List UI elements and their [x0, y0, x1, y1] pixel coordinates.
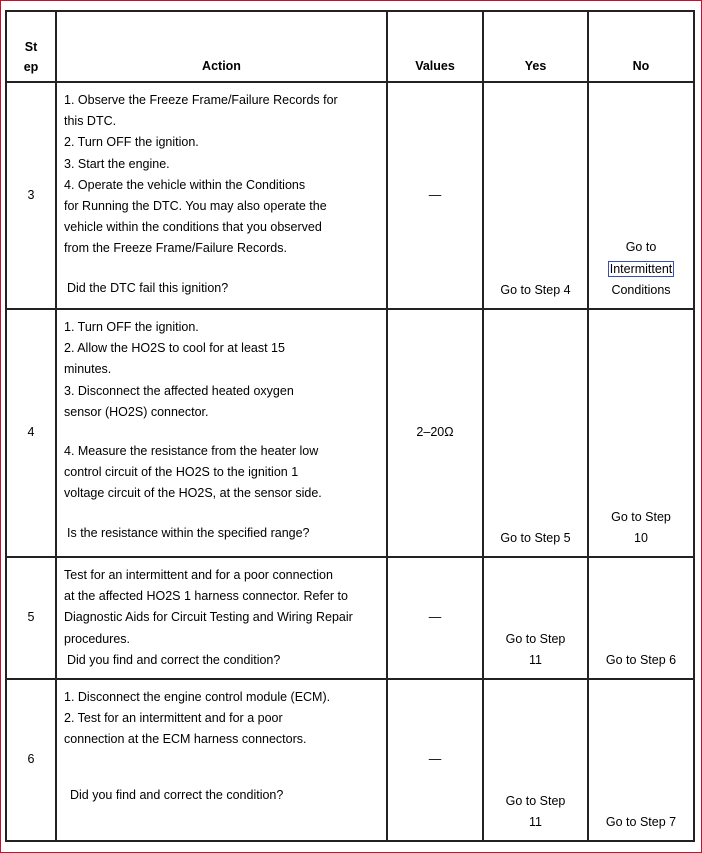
- value-cell: —: [387, 679, 483, 841]
- header-action: Action: [56, 11, 387, 82]
- header-row: [6, 11, 694, 82]
- question-text: Did you find and correct the condition?: [67, 652, 281, 667]
- table-row: [6, 557, 694, 679]
- no-cell: Go to Step 10: [588, 309, 694, 557]
- diagnostic-table: [5, 10, 695, 842]
- header-yes: Yes: [483, 11, 588, 82]
- action-cell: 1. Disconnect the engine control module (ECM). 2. Test for an intermittent and for a poor connection at the ECM harness connectors. Did you find and correct the condition?: [56, 679, 387, 841]
- action-cell: 1. Turn OFF the ignition. 2. Allow the HO2S to cool for at least 15 minutes. 3. Disconnect the affected heated oxygen sensor (HO2S) connector. 4. Measure the resistance from the heater low control circuit of the HO2S to the ignition 1 voltage circuit of the HO2S, at the sensor side. Is the resistance within the specified range?: [56, 309, 387, 557]
- yes-cell: Go to Step 5: [483, 309, 588, 557]
- no-cell: Go to Intermittent Conditions: [588, 82, 694, 309]
- value-cell: 2–20Ω: [387, 309, 483, 557]
- action-cell: 1. Observe the Freeze Frame/Failure Records for this DTC. 2. Turn OFF the ignition. 3. Start the engine. 4. Operate the vehicle within the Conditions for Running the DTC. You may also operate the vehicle within the conditions that you observed from the Freeze Frame/Failure Records. Did the DTC fail this ignition?: [56, 82, 387, 309]
- table-row: [6, 309, 694, 557]
- action-cell: Test for an intermittent and for a poor connection at the affected HO2S 1 harness connector. Refer to Diagnostic Aids for Circuit Testing and Wiring Repair procedures. Did you find and correct the condition?: [56, 557, 387, 679]
- question-text: Did you find and correct the condition?: [70, 787, 284, 802]
- no-cell: Go to Step 6: [588, 557, 694, 679]
- header-no: No: [588, 11, 694, 82]
- yes-cell: Go to Step 11: [483, 557, 588, 679]
- step-number: 6: [6, 679, 56, 841]
- step-number: 4: [6, 309, 56, 557]
- step-number: 5: [6, 557, 56, 679]
- value-cell: —: [387, 82, 483, 309]
- step-number: 3: [6, 82, 56, 309]
- table-row: [6, 679, 694, 841]
- question-text: Did the DTC fail this ignition?: [67, 280, 229, 295]
- table-row: [6, 82, 694, 309]
- value-cell: —: [387, 557, 483, 679]
- yes-cell: Go to Step 11: [483, 679, 588, 841]
- intermittent-conditions-link[interactable]: Intermittent: [609, 261, 673, 276]
- header-values: Values: [387, 11, 483, 82]
- yes-cell: Go to Step 4: [483, 82, 588, 309]
- no-cell: Go to Step 7: [588, 679, 694, 841]
- header-step: St ep: [6, 11, 56, 82]
- question-text: Is the resistance within the specified range?: [67, 525, 310, 540]
